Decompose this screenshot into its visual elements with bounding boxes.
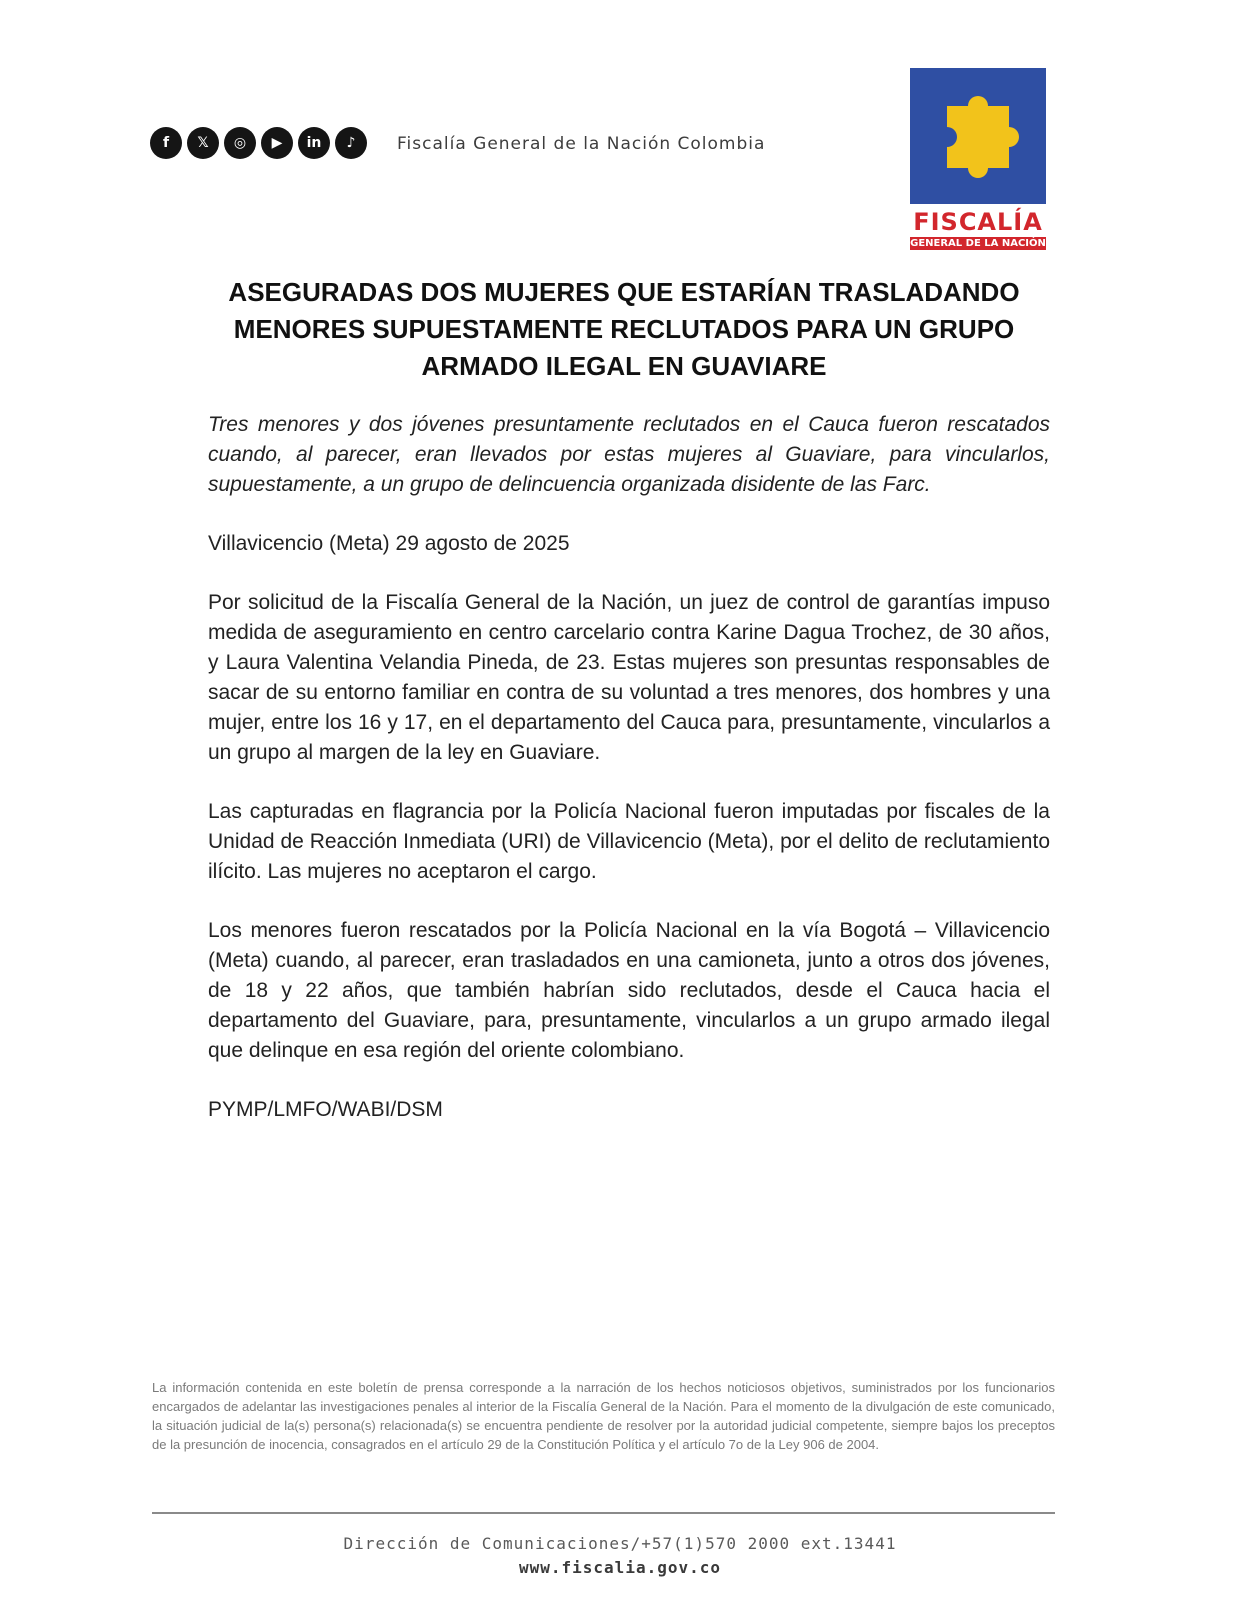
logo-subtitle: GENERAL DE LA NACIÓN xyxy=(910,238,1046,249)
footer-divider xyxy=(152,1512,1055,1514)
linkedin-icon[interactable]: in xyxy=(298,127,330,159)
headline-line: MENORES SUPUESTAMENTE RECLUTADOS PARA UN GRUPO xyxy=(233,314,1015,344)
website-link[interactable]: www.fiscalia.gov.co xyxy=(518,1558,722,1577)
puzzle-piece-graphic xyxy=(910,68,1046,204)
tiktok-icon[interactable]: ♪ xyxy=(335,127,367,159)
lead-paragraph: Tres menores y dos jóvenes presuntamente reclutados en el Cauca fueron rescatados cuando, al parecer, eran llevados por estas mujeres al Guaviare, para vincularlos, supuestamente, a un grupo de delincuencia organizada disidente de las Farc. xyxy=(208,413,1050,496)
x-icon[interactable]: 𝕏 xyxy=(187,127,219,159)
instagram-icon[interactable]: ◎ xyxy=(224,127,256,159)
org-name: Fiscalía General de la Nación Colombia xyxy=(397,134,766,154)
article-body xyxy=(208,410,1050,1154)
social-icons xyxy=(150,127,367,159)
logo-wordmark: FISCALÍA xyxy=(913,208,1043,236)
body-paragraph: Por solicitud de la Fiscalía General de la Nación, un juez de control de garantías impuso medida de aseguramiento en centro carcelario contra Karine Dagua Trochez, de 30 años, y Laura Valentina Velandia Pineda, de 23. Estas mujeres son presuntas responsables de sacar de su entorno familiar en contra de su voluntad a tres menores, dos hombres y una mujer, entre los 16 y 17, en el departamento del Cauca para, presuntamente, vincularlos a un grupo al margen de la ley en Guaviare. xyxy=(208,591,1050,764)
body-paragraph: Los menores fueron rescatados por la Policía Nacional en la vía Bogotá – Villavicencio (Meta) cuando, al parecer, eran trasladados en una camioneta, junto a otros dos jóvenes, de 18 y 22 años, que también habrían sido reclutados, desde el Cauca hacia el departamento del Guaviare, para, presuntamente, vincularlos a un grupo armado ilegal que delinque en esa región del oriente colombiano. xyxy=(208,919,1050,1062)
facebook-icon[interactable]: f xyxy=(150,127,182,159)
puzzle-shape xyxy=(947,96,1019,178)
contact-info: Dirección de Comunicaciones/+57(1)570 2000 ext.13441 xyxy=(343,1534,897,1553)
headline-line: ARMADO ILEGAL EN GUAVIARE xyxy=(421,351,827,381)
youtube-icon[interactable]: ▶ xyxy=(261,127,293,159)
headline xyxy=(206,274,1042,385)
fiscalia-logo xyxy=(910,68,1046,250)
signoff: PYMP/LMFO/WABI/DSM xyxy=(208,1098,443,1121)
dateline: Villavicencio (Meta) 29 agosto de 2025 xyxy=(208,532,570,555)
headline-line: ASEGURADAS DOS MUJERES QUE ESTARÍAN TRASLADANDO xyxy=(228,277,1020,307)
legal-disclaimer: La información contenida en este boletín de prensa corresponde a la narración de los hechos noticiosos objetivos, suministrados por los funcionarios encargados de adelantar las investigaciones penales al interior de la Fiscalía General de la Nación. Para el momento de la divulgación de este comunicado, la situación judicial de la(s) persona(s) relacionada(s) se encuentra pendiente de resolver por la autoridad judicial competente, siempre bajos los preceptos de la presunción de inocencia, consagrados en el artículo 29 de la Constitución Política y el artículo 7o de la Ley 906 de 2004. xyxy=(152,1380,1055,1452)
body-paragraph: Las capturadas en flagrancia por la Policía Nacional fueron imputadas por fiscales de la Unidad de Reacción Inmediata (URI) de Villavicencio (Meta), por el delito de reclutamiento ilícito. Las mujeres no aceptaron el cargo. xyxy=(208,800,1050,883)
puzzle-piece-icon xyxy=(910,68,1046,204)
